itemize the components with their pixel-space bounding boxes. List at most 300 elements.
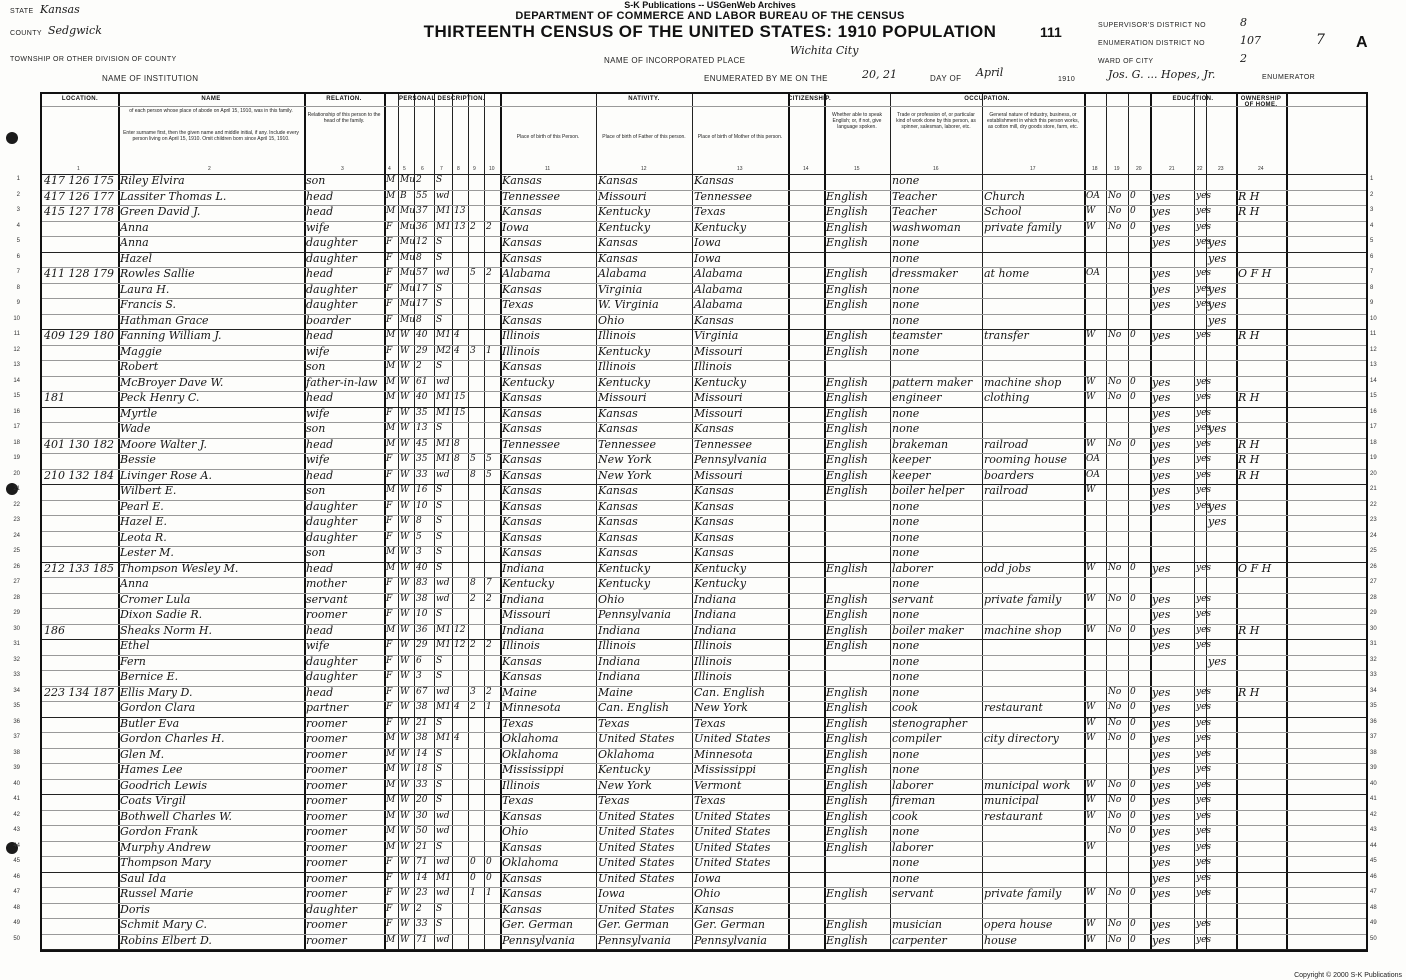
cell-sex: F	[386, 671, 393, 681]
cell-wks: 0	[1130, 686, 1136, 697]
cell-pob: Kansas	[502, 484, 542, 497]
cell-age: 29	[416, 640, 428, 650]
cell-trade: none	[892, 298, 920, 311]
cell-emp: W	[1086, 330, 1096, 340]
cell-ms: S	[436, 903, 443, 914]
cell-age: 2	[416, 903, 422, 914]
cell-race: W	[400, 671, 410, 681]
row-number-right: 24	[1370, 532, 1377, 539]
cell-name: McBroyer Dave W.	[120, 375, 224, 389]
cell-ms: M1	[436, 392, 451, 402]
cell-name: Bernice E.	[120, 670, 179, 683]
cell-pobm: Texas	[694, 716, 726, 730]
cell-name: Goodrich Lewis	[120, 778, 207, 792]
cell-name: Anna	[120, 236, 149, 249]
row-number-right: 21	[1370, 486, 1377, 492]
cell-trade: none	[892, 515, 920, 528]
cell-ms: S	[436, 655, 443, 666]
cell-sex: F	[386, 500, 393, 511]
cell-pob: Maine	[502, 685, 537, 699]
row-number-right: 10	[1370, 315, 1377, 322]
cell-sex: M	[386, 485, 396, 495]
cell-ind: machine shop	[984, 623, 1062, 637]
cell-pobm: Kansas	[694, 499, 734, 513]
ward-value: 2	[1240, 52, 1247, 65]
cell-sch: yes	[1208, 298, 1227, 311]
cell-race: W	[400, 562, 410, 573]
row-number-right: 26	[1370, 563, 1377, 570]
cell-name: Sheaks Norm H.	[120, 623, 213, 637]
cell-pobm: Missouri	[694, 468, 743, 482]
cell-pobf: Ohio	[598, 592, 625, 606]
cell-own: R H	[1238, 391, 1260, 404]
cell-liv: 7	[486, 578, 492, 588]
cell-work: No	[1108, 206, 1122, 216]
column-header-birth-mother: Place of birth of Mother of this person.	[697, 134, 783, 140]
cell-pob: Texas	[502, 298, 534, 311]
cell-sex: F	[386, 268, 393, 278]
row-number-right: 3	[1370, 207, 1374, 213]
cell-name: Robins Elbert D.	[120, 933, 212, 947]
cell-pob: Kansas	[502, 422, 542, 435]
cell-lang: English	[826, 608, 868, 621]
row-number: 26	[13, 563, 20, 570]
cell-pobm: Kansas	[694, 422, 734, 435]
cell-ms: M1	[436, 624, 451, 635]
supervisors-district-label: SUPERVISOR'S DISTRICT NO	[1098, 22, 1206, 29]
cell-name: Lassiter Thomas L.	[120, 189, 227, 203]
table-row	[42, 934, 1366, 950]
cell-pob: Illinois	[502, 344, 540, 358]
cell-race: W	[400, 500, 410, 511]
cell-ind: restaurant	[984, 701, 1043, 714]
cell-sex: M	[386, 562, 396, 573]
cell-loc: 417 126 175	[44, 174, 114, 187]
cell-lang: English	[826, 716, 868, 730]
cell-race: W	[400, 345, 410, 356]
cell-ms: wd	[436, 593, 450, 604]
cell-wks: 0	[1130, 376, 1136, 387]
row-number: 14	[13, 377, 20, 384]
cell-sex: F	[386, 903, 393, 914]
cell-rel: daughter	[306, 251, 357, 265]
cell-read: yes	[1152, 298, 1171, 311]
cell-ms: S	[436, 485, 443, 495]
cell-pobm: Mississippi	[694, 763, 756, 776]
cell-rel: roomer	[306, 716, 347, 730]
row-number-right: 17	[1370, 424, 1377, 430]
cell-sex: M	[386, 779, 396, 790]
cell-read: yes	[1152, 499, 1171, 513]
cell-write: yes	[1196, 190, 1212, 201]
cell-ms: M2	[436, 345, 451, 356]
cell-write: yes	[1196, 686, 1212, 697]
cell-own: R H	[1238, 189, 1260, 203]
cell-ms: M1	[436, 454, 451, 464]
page-header	[380, 0, 1040, 42]
cell-pobm: Kentucky	[694, 220, 747, 234]
enumeration-district-value: 107	[1240, 34, 1261, 47]
cell-write: yes	[1196, 795, 1212, 805]
row-number-right: 32	[1370, 656, 1377, 663]
cell-ind: opera house	[984, 918, 1053, 931]
row-number: 12	[13, 346, 20, 353]
cell-ind: rooming house	[984, 453, 1068, 466]
row-number-right: 8	[1370, 284, 1374, 291]
cell-work: No	[1108, 562, 1122, 573]
cell-pob: Oklahoma	[502, 856, 559, 869]
county-value: Sedgwick	[48, 24, 102, 37]
cell-ms: S	[436, 671, 443, 681]
column-number: 19	[1114, 166, 1120, 172]
cell-liv: 0	[486, 857, 492, 867]
cell-own: O F H	[1238, 561, 1272, 575]
cell-rel: boarder	[306, 313, 351, 327]
cell-rel: head	[306, 391, 334, 404]
cell-pob: Illinois	[502, 778, 540, 792]
cell-pob: Minnesota	[502, 701, 561, 714]
cell-wks: 0	[1130, 392, 1136, 402]
cell-rel: roomer	[306, 778, 347, 792]
cell-race: B	[400, 190, 407, 201]
cell-loc: 411 128 179	[44, 267, 114, 280]
cell-sex: M	[386, 190, 396, 201]
cell-pobm: Virginia	[694, 329, 739, 342]
cell-born: 0	[470, 857, 476, 867]
cell-ms: M1	[436, 407, 451, 418]
cell-race: W	[400, 640, 410, 650]
row-number-right: 25	[1370, 548, 1377, 554]
cell-wks: 0	[1130, 624, 1136, 635]
row-number-right: 13	[1370, 362, 1377, 368]
cell-ms: wd	[436, 888, 450, 898]
cell-pobf: United States	[598, 809, 675, 823]
cell-age: 57	[416, 268, 428, 278]
cell-write: yes	[1196, 376, 1212, 387]
cell-pobf: Kansas	[598, 484, 638, 497]
row-number-right: 2	[1370, 191, 1374, 198]
column-number: 2	[208, 166, 211, 172]
cell-rel: daughter	[306, 654, 357, 668]
census-table	[40, 92, 1368, 952]
cell-sex: F	[386, 919, 393, 929]
cell-age: 36	[416, 221, 428, 232]
cell-pobm: Tennessee	[694, 189, 752, 203]
cell-sex: M	[386, 376, 396, 387]
cell-emp: W	[1086, 206, 1096, 216]
state-value: Kansas	[40, 3, 80, 16]
row-number-right: 19	[1370, 455, 1377, 461]
cell-ind: city directory	[984, 732, 1059, 745]
cell-lang: English	[826, 329, 868, 342]
cell-name: Bessie	[120, 453, 156, 466]
row-number-right: 11	[1370, 331, 1377, 337]
cell-pobm: Kentucky	[694, 561, 747, 575]
cell-lang: English	[826, 220, 868, 234]
cell-write: yes	[1196, 857, 1212, 867]
county-label: COUNTY	[10, 30, 42, 37]
column-number: 17	[1030, 166, 1036, 172]
cell-pobf: Texas	[598, 716, 630, 730]
cell-yrs: 15	[454, 407, 466, 418]
cell-trade: none	[892, 251, 920, 265]
cell-age: 2	[416, 361, 422, 371]
publisher-line: S-K Publications -- USGenWeb Archives	[624, 0, 796, 10]
cell-age: 40	[416, 562, 428, 573]
cell-lang: English	[826, 592, 868, 606]
cell-lang: English	[826, 236, 868, 249]
cell-write: yes	[1196, 702, 1212, 712]
cell-wks: 0	[1130, 221, 1136, 232]
cell-pob: Mississippi	[502, 763, 564, 776]
row-number: 32	[13, 656, 20, 663]
cell-ms: wd	[436, 934, 450, 945]
cell-pobf: Missouri	[598, 189, 647, 203]
row-number-right: 6	[1370, 253, 1374, 260]
cell-race: W	[400, 361, 410, 371]
cell-sex: F	[386, 516, 393, 526]
binder-hole	[6, 132, 18, 144]
cell-name: Gordon Charles H.	[120, 732, 225, 745]
cell-born: 1	[470, 888, 476, 898]
cell-pobf: Kansas	[598, 422, 638, 435]
cell-sex: F	[386, 655, 393, 666]
cell-sex: M	[386, 841, 396, 852]
cell-pob: Kansas	[502, 530, 542, 544]
cell-sex: M	[386, 624, 396, 635]
row-number: 25	[13, 548, 20, 554]
cell-pob: Oklahoma	[502, 732, 559, 745]
cell-sex: M	[386, 810, 396, 821]
sheet-side-letter: A	[1356, 34, 1368, 51]
cell-wks: 0	[1130, 702, 1136, 712]
cell-name: Hames Lee	[120, 763, 183, 776]
cell-pobm: Iowa	[694, 871, 721, 885]
day-of-label: DAY OF	[930, 74, 962, 83]
cell-rel: roomer	[306, 840, 347, 854]
cell-race: W	[400, 330, 410, 340]
cell-lang: English	[826, 825, 868, 838]
cell-read: yes	[1152, 623, 1171, 637]
cell-trade: none	[892, 406, 920, 420]
cell-lang: English	[826, 468, 868, 482]
cell-trade: none	[892, 282, 920, 296]
cell-age: 71	[416, 857, 428, 867]
cell-wks: 0	[1130, 888, 1136, 898]
cell-pob: Kansas	[502, 840, 542, 854]
cell-pob: Texas	[502, 794, 534, 807]
cell-rel: son	[306, 360, 326, 373]
cell-age: 12	[416, 237, 428, 247]
cell-ms: wd	[436, 578, 450, 588]
row-number: 24	[13, 532, 20, 539]
cell-race: W	[400, 795, 410, 805]
cell-pobf: Pennsylvania	[598, 933, 671, 947]
cell-pobf: Illinois	[598, 329, 636, 342]
cell-ms: S	[436, 423, 443, 433]
cell-rel: roomer	[306, 856, 347, 869]
cell-ms: wd	[436, 826, 450, 836]
cell-ms: wd	[436, 190, 450, 201]
cell-race: W	[400, 717, 410, 728]
cell-emp: W	[1086, 593, 1096, 604]
cell-lang: English	[826, 453, 868, 466]
cell-yrs: 8	[454, 438, 460, 449]
cell-pob: Indiana	[502, 592, 545, 606]
cell-trade: carpenter	[892, 933, 947, 947]
cell-age: 37	[416, 206, 428, 216]
cell-race: W	[400, 733, 410, 743]
column-number: 15	[854, 166, 860, 172]
cell-liv: 2	[486, 686, 492, 697]
row-number: 46	[13, 873, 20, 880]
group-header-divider	[42, 106, 1366, 107]
cell-emp: W	[1086, 562, 1096, 573]
cell-ms: M1	[436, 702, 451, 712]
cell-trade: boiler helper	[892, 484, 964, 497]
cell-write: yes	[1196, 562, 1212, 573]
cell-race: W	[400, 686, 410, 697]
column-number: 16	[933, 166, 939, 172]
cell-name: Doris	[120, 902, 150, 916]
cell-ms: S	[436, 252, 443, 263]
cell-ind: private family	[984, 592, 1062, 606]
cell-read: yes	[1152, 329, 1171, 342]
row-number: 31	[13, 641, 20, 647]
cell-rel: daughter	[306, 236, 357, 249]
cell-write: yes	[1196, 438, 1212, 449]
cell-write: yes	[1196, 934, 1212, 945]
cell-write: yes	[1196, 609, 1212, 619]
cell-rel: roomer	[306, 732, 347, 745]
cell-pob: Kansas	[502, 453, 542, 466]
cell-race: W	[400, 810, 410, 821]
cell-trade: laborer	[892, 840, 933, 854]
cell-write: yes	[1196, 485, 1212, 495]
cell-pobf: Kentucky	[598, 763, 651, 776]
row-number: 35	[13, 703, 20, 709]
row-number: 20	[13, 470, 20, 477]
cell-pobm: Illinois	[694, 654, 732, 668]
cell-age: 36	[416, 624, 428, 635]
row-number: 39	[13, 765, 20, 771]
cell-name: Dixon Sadie R.	[120, 608, 203, 621]
cell-work: No	[1108, 919, 1122, 929]
cell-emp: OA	[1086, 469, 1100, 480]
cell-name: Robert	[120, 360, 159, 373]
cell-race: W	[400, 593, 410, 604]
row-number-right: 29	[1370, 610, 1377, 616]
cell-ms: S	[436, 841, 443, 852]
cell-read: yes	[1152, 918, 1171, 931]
group-header-nativity: NATIVITY.	[628, 96, 660, 102]
cell-read: yes	[1152, 933, 1171, 947]
cell-pobf: Kentucky	[598, 220, 651, 234]
cell-sex: F	[386, 686, 393, 697]
year-value: 1910	[1058, 76, 1076, 83]
cell-ms: M1	[436, 438, 451, 449]
cell-name: Livinger Rose A.	[120, 468, 212, 482]
cell-pobf: United States	[598, 871, 675, 885]
cell-pobm: Tennessee	[694, 437, 752, 451]
cell-ind: private family	[984, 220, 1062, 234]
cell-lang: English	[826, 298, 868, 311]
cell-ms: S	[436, 531, 443, 542]
row-number: 28	[13, 594, 20, 601]
row-number-right: 45	[1370, 858, 1377, 864]
cell-ms: S	[436, 175, 443, 185]
cell-trade: none	[892, 654, 920, 668]
cell-born: 2	[470, 702, 476, 712]
cell-pobm: Kansas	[694, 484, 734, 497]
cell-rel: roomer	[306, 887, 347, 900]
cell-read: yes	[1152, 747, 1171, 761]
cell-pobf: Kansas	[598, 406, 638, 420]
cell-age: 50	[416, 826, 428, 836]
cell-rel: daughter	[306, 282, 357, 296]
cell-work: No	[1108, 593, 1122, 604]
cell-pobm: Pennsylvania	[694, 453, 767, 466]
cell-pobf: Kentucky	[598, 344, 651, 358]
cell-work: No	[1108, 702, 1122, 712]
cell-pobf: Illinois	[598, 360, 636, 373]
cell-pobm: United States	[694, 809, 771, 823]
cell-liv: 1	[486, 702, 492, 712]
cell-trade: none	[892, 174, 920, 187]
cell-trade: none	[892, 546, 920, 559]
cell-trade: washwoman	[892, 220, 961, 234]
cell-pob: Alabama	[502, 267, 551, 280]
cell-pob: Indiana	[502, 623, 545, 637]
cell-race: W	[400, 903, 410, 914]
cell-pobm: Texas	[694, 794, 726, 807]
cell-pobf: Iowa	[598, 887, 625, 900]
cell-ind: boarders	[984, 468, 1034, 482]
cell-lang: English	[826, 763, 868, 776]
cell-pob: Tennessee	[502, 437, 560, 451]
cell-read: yes	[1152, 608, 1171, 621]
cell-rel: partner	[306, 701, 349, 714]
cell-age: 14	[416, 872, 428, 883]
cell-race: W	[400, 655, 410, 666]
cell-pob: Kansas	[502, 360, 542, 373]
cell-lang: English	[826, 422, 868, 435]
cell-ind: School	[984, 205, 1022, 218]
cell-emp: OA	[1086, 268, 1100, 278]
cell-pob: Kansas	[502, 391, 542, 404]
cell-pobf: Virginia	[598, 282, 643, 296]
cell-race: W	[400, 888, 410, 898]
cell-name: Francis S.	[120, 298, 176, 311]
cell-pobf: Pennsylvania	[598, 608, 671, 621]
cell-race: W	[400, 826, 410, 836]
cell-yrs: 4	[454, 733, 460, 743]
cell-rel: roomer	[306, 608, 347, 621]
cell-rel: son	[306, 174, 326, 187]
cell-ms: S	[436, 795, 443, 805]
cell-age: 30	[416, 810, 428, 821]
cell-trade: Teacher	[892, 189, 937, 203]
cell-wks: 0	[1130, 934, 1136, 945]
cell-read: yes	[1152, 205, 1171, 218]
column-number: 11	[545, 166, 551, 172]
group-header-occupation: OCCUPATION.	[964, 96, 1010, 102]
cell-sex: M	[386, 795, 396, 805]
cell-race: Mu	[400, 206, 416, 216]
cell-age: 20	[416, 795, 428, 805]
cell-ms: S	[436, 237, 443, 247]
column-number: 24	[1258, 166, 1264, 172]
